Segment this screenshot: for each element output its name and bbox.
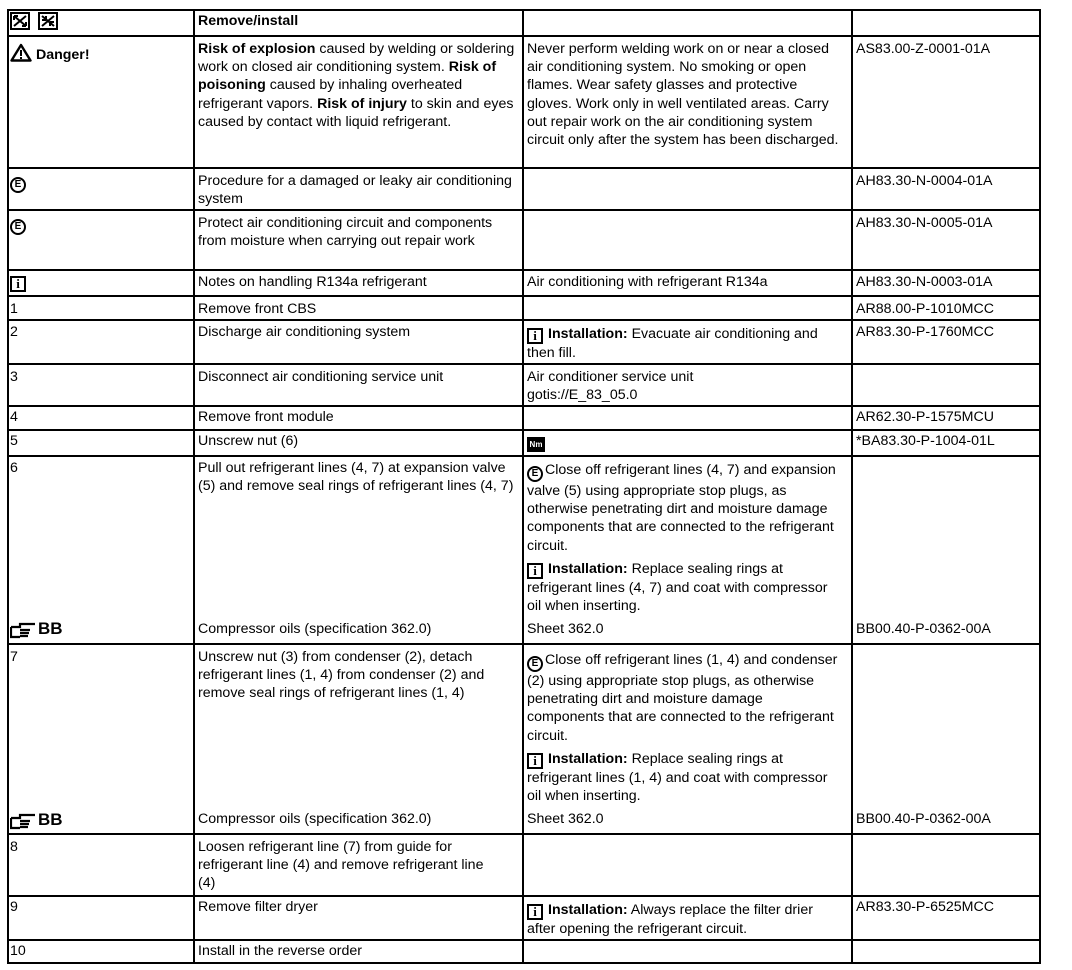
danger-label	[10, 43, 90, 64]
step-text: Remove front CBS	[198, 301, 317, 317]
remove-icon	[10, 12, 30, 30]
procedure-table	[7, 9, 1041, 964]
bb-reference: BB	[10, 619, 63, 639]
step-number: 2	[10, 324, 18, 340]
header-icons	[10, 12, 58, 30]
gotis-link[interactable]: gotis://E_83_05.0	[527, 387, 638, 404]
danger-text: Danger!	[35, 47, 90, 63]
step-number: 4	[10, 409, 18, 425]
step-text: Install in the reverse order	[198, 943, 363, 959]
step-ref: AR88.00-P-1010MCC	[856, 301, 994, 317]
pointing-hand-icon	[10, 621, 38, 639]
danger-ref: AS83.00-Z-0001-01A	[856, 41, 991, 57]
info-icon: i	[527, 753, 543, 769]
info-icon: i	[527, 904, 543, 920]
pointing-hand-icon	[10, 812, 38, 830]
info-icon: i	[527, 563, 543, 579]
bb-text: Compressor oils (specification 362.0)	[198, 811, 432, 827]
info-icon: i	[10, 273, 31, 292]
install-icon	[38, 12, 58, 30]
danger-risks: Risk of explosion caused by welding or soldering work on closed air conditioning system. Risk of poisoning caused by inhaling overheated refrigerant vapors. Risk of injury to skin and eyes caused by contact with liquid refrigerant.	[198, 41, 515, 130]
info-icon: i	[527, 328, 543, 344]
bb-text: Compressor oils (specification 362.0)	[198, 621, 432, 637]
step-text: Remove front module	[198, 409, 334, 425]
note-ref: AH83.30-N-0005-01A	[856, 215, 993, 231]
note-ref: AH83.30-N-0004-01A	[856, 173, 993, 189]
step-ref: AR62.30-P-1575MCU	[856, 409, 994, 425]
note-damaged-system: Procedure for a damaged or leaky air conditioning system	[198, 173, 512, 208]
step-number: 1	[10, 301, 18, 317]
step-number: 5	[10, 433, 18, 449]
header-title: Remove/install	[198, 13, 299, 29]
installation-note: i Installation: Replace sealing rings at refrigerant lines (1, 4) and coat with compressor oil when inserting.	[527, 751, 828, 805]
step-number: 6	[10, 460, 18, 476]
step-text: Disconnect air conditioning service unit	[198, 369, 444, 385]
step-number: 9	[10, 899, 18, 915]
torque-nm-icon: Nm	[527, 432, 545, 452]
risk-injury: Risk of injury	[317, 95, 407, 112]
installation-note: i Installation: Replace sealing rings at refrigerant lines (4, 7) and coat with compressor oil when inserting.	[527, 561, 828, 615]
note-r134a-detail: Air conditioning with refrigerant R134a	[527, 274, 768, 290]
environment-note-icon: E	[527, 466, 543, 482]
step-text: Loosen refrigerant line (7) from guide for refrigerant line (4) and remove refrigerant line (4)	[198, 839, 484, 892]
note-ref: AH83.30-N-0003-01A	[856, 274, 993, 290]
step-text: Pull out refrigerant lines (4, 7) at expansion valve (5) and remove seal rings of refrigerant lines (4, 7)	[198, 460, 514, 495]
risk-poisoning: Risk of poisoning	[198, 59, 497, 94]
installation-note: i Installation: Always replace the filter drier after opening the refrigerant circuit.	[527, 902, 813, 937]
warning-triangle-icon	[10, 43, 32, 62]
step-ref: AR83.30-P-1760MCC	[856, 324, 994, 340]
bb-sheet: Sheet 362.0	[527, 621, 604, 637]
step-number: 8	[10, 839, 18, 855]
step-ref: *BA83.30-P-1004-01L	[856, 433, 995, 449]
step-text: Discharge air conditioning system	[198, 324, 411, 340]
bb-ref: BB00.40-P-0362-00A	[856, 811, 991, 827]
step-detail: Air conditioner service unit gotis://E_83_05.0	[527, 369, 694, 404]
step-number: 7	[10, 649, 18, 665]
bb-ref: BB00.40-P-0362-00A	[856, 621, 991, 637]
step-text: Unscrew nut (3) from condenser (2), detach refrigerant lines (1, 4) from condenser (2) and remove seal rings of refrigerant lines (1, 4)	[198, 649, 485, 702]
bb-reference: BB	[10, 810, 63, 830]
step-ref: AR83.30-P-6525MCC	[856, 899, 994, 915]
step-text: Remove filter dryer	[198, 899, 318, 915]
step-text: Unscrew nut (6)	[198, 433, 299, 449]
note-moisture: Protect air conditioning circuit and components from moisture when carrying out repair work	[198, 215, 493, 250]
environment-note-icon: E	[527, 656, 543, 672]
note-r134a: Notes on handling R134a refrigerant	[198, 274, 427, 290]
environment-note-icon: E	[10, 214, 28, 235]
step-number: 3	[10, 369, 18, 385]
risk-explosion: Risk of explosion	[198, 41, 316, 57]
installation-note: i Installation: Evacuate air conditioning and then fill.	[527, 326, 818, 361]
bb-sheet: Sheet 362.0	[527, 811, 604, 827]
step-note: E Close off refrigerant lines (4, 7) and expansion valve (5) using appropriate stop plugs, as otherwise penetrating dirt and moisture damage components that are connected to the refrigerant circuit.	[527, 462, 836, 554]
step-number: 10	[10, 943, 26, 959]
environment-note-icon: E	[10, 172, 28, 193]
danger-measures: Never perform welding work on or near a closed air conditioning system. No smoking or open flames. Wear safety glasses and protective gloves. Work only in well ventilated areas. Carry out repair work on the air conditioning system circuit only after the system has been discharged.	[527, 41, 839, 149]
step-note: E Close off refrigerant lines (1, 4) and condenser (2) using appropriate stop plugs, as otherwise penetrating dirt and moisture damage components that are connected to the refrigerant circuit.	[527, 652, 838, 744]
